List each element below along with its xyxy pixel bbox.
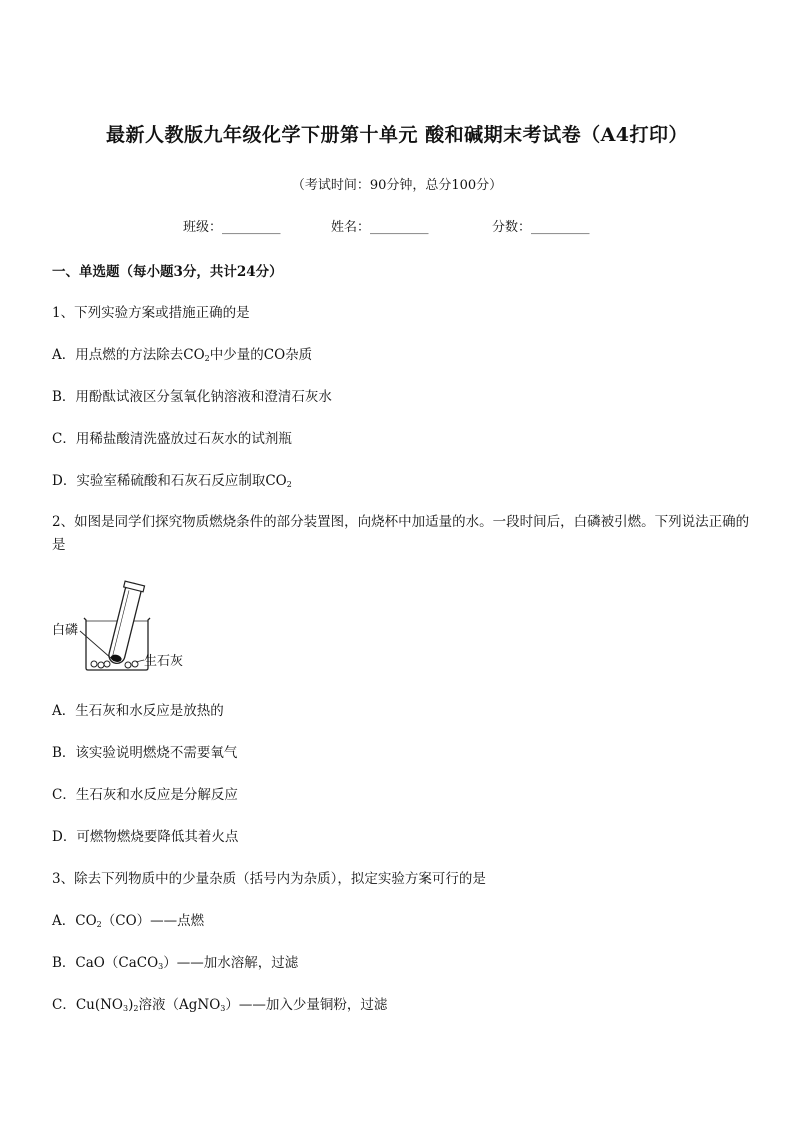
- q3-option-c[interactable]: [52, 993, 387, 1013]
- subscript: 2: [204, 354, 210, 363]
- q1-option-c[interactable]: C．用稀盐酸清洗盛放过石灰水的试剂瓶: [52, 431, 292, 447]
- combustion-apparatus-figure: [52, 580, 202, 675]
- q1-option-b[interactable]: B．用酚酞试液区分氢氧化钠溶液和澄清石灰水: [52, 389, 332, 405]
- q1-option-a-text: A．用点燃的方法除去CO: [52, 347, 205, 363]
- label-white-phosphorus: 白磷: [52, 623, 79, 638]
- q3-option-a-text-end: （CO）——点燃: [101, 913, 205, 929]
- class-field[interactable]: 班级：_________: [183, 220, 281, 235]
- score-field[interactable]: 分数：_________: [492, 220, 590, 235]
- q2-option-c[interactable]: C．生石灰和水反应是分解反应: [52, 787, 238, 803]
- subscript: 2: [133, 1004, 139, 1013]
- q3-option-a[interactable]: [52, 909, 204, 929]
- q2-stem: 2、如图是同学们探究物质燃烧条件的部分装置图，向烧杯中加适量的水。一段时间后，白磷被引燃。下列说法正确的是: [52, 514, 750, 553]
- section-heading: 一、单选题（每小题3分，共计24分）: [52, 264, 283, 280]
- subscript: 2: [286, 480, 292, 489]
- subscript: 3: [158, 962, 164, 971]
- quicklime-granule: [104, 661, 110, 667]
- q3-option-c-text-end: ）——加入少量铜粉，过滤: [225, 997, 388, 1013]
- q3-option-c-text: C．Cu(NO: [52, 997, 124, 1013]
- q2-option-d[interactable]: D．可燃物燃烧要降低其着火点: [52, 829, 239, 845]
- subscript: 3: [220, 1004, 226, 1013]
- q3-option-c-text-mid: 溶液（AgNO: [138, 997, 221, 1013]
- subscript: 3: [123, 1004, 129, 1013]
- q3-option-b-text: B．CaO（CaCO: [52, 955, 159, 971]
- q3-stem: 3、除去下列物质中的少量杂质（括号内为杂质），拟定实验方案可行的是: [52, 871, 486, 887]
- q2-option-b[interactable]: B．该实验说明燃烧不需要氧气: [52, 745, 238, 761]
- quicklime-granule: [125, 662, 131, 668]
- q3-option-b-text-end: ）——加水溶解，过滤: [163, 955, 299, 971]
- beaker-test-tube-diagram: [52, 580, 202, 675]
- leader-line-white-phosphorus: [80, 631, 112, 659]
- q2-option-a[interactable]: A．生石灰和水反应是放热的: [52, 703, 224, 719]
- q3-option-a-text: A．CO: [52, 913, 97, 929]
- label-quicklime: 生石灰: [144, 654, 184, 669]
- q1-option-a-text-end: 中少量的CO杂质: [209, 347, 313, 363]
- quicklime-granule: [91, 661, 97, 667]
- q1-option-a[interactable]: [52, 343, 312, 363]
- q3-option-c-paren: ): [128, 997, 134, 1013]
- q3-option-b[interactable]: [52, 951, 298, 971]
- quicklime-granule: [98, 662, 104, 668]
- exam-duration-note: （考试时间：90分钟，总分100分）: [291, 178, 503, 193]
- q1-option-d-text: D．实验室稀硫酸和石灰石反应制取CO: [52, 473, 287, 489]
- q1-option-d[interactable]: [52, 469, 292, 489]
- q1-stem: 1、下列实验方案或措施正确的是: [52, 305, 250, 321]
- subscript: 2: [96, 920, 102, 929]
- exam-title: 最新人教版九年级化学下册第十单元 酸和碱期末考试卷（A4打印）: [105, 124, 689, 146]
- test-tube: [105, 581, 144, 665]
- leader-line-quicklime: [136, 660, 144, 662]
- name-field[interactable]: 姓名：_________: [331, 220, 429, 235]
